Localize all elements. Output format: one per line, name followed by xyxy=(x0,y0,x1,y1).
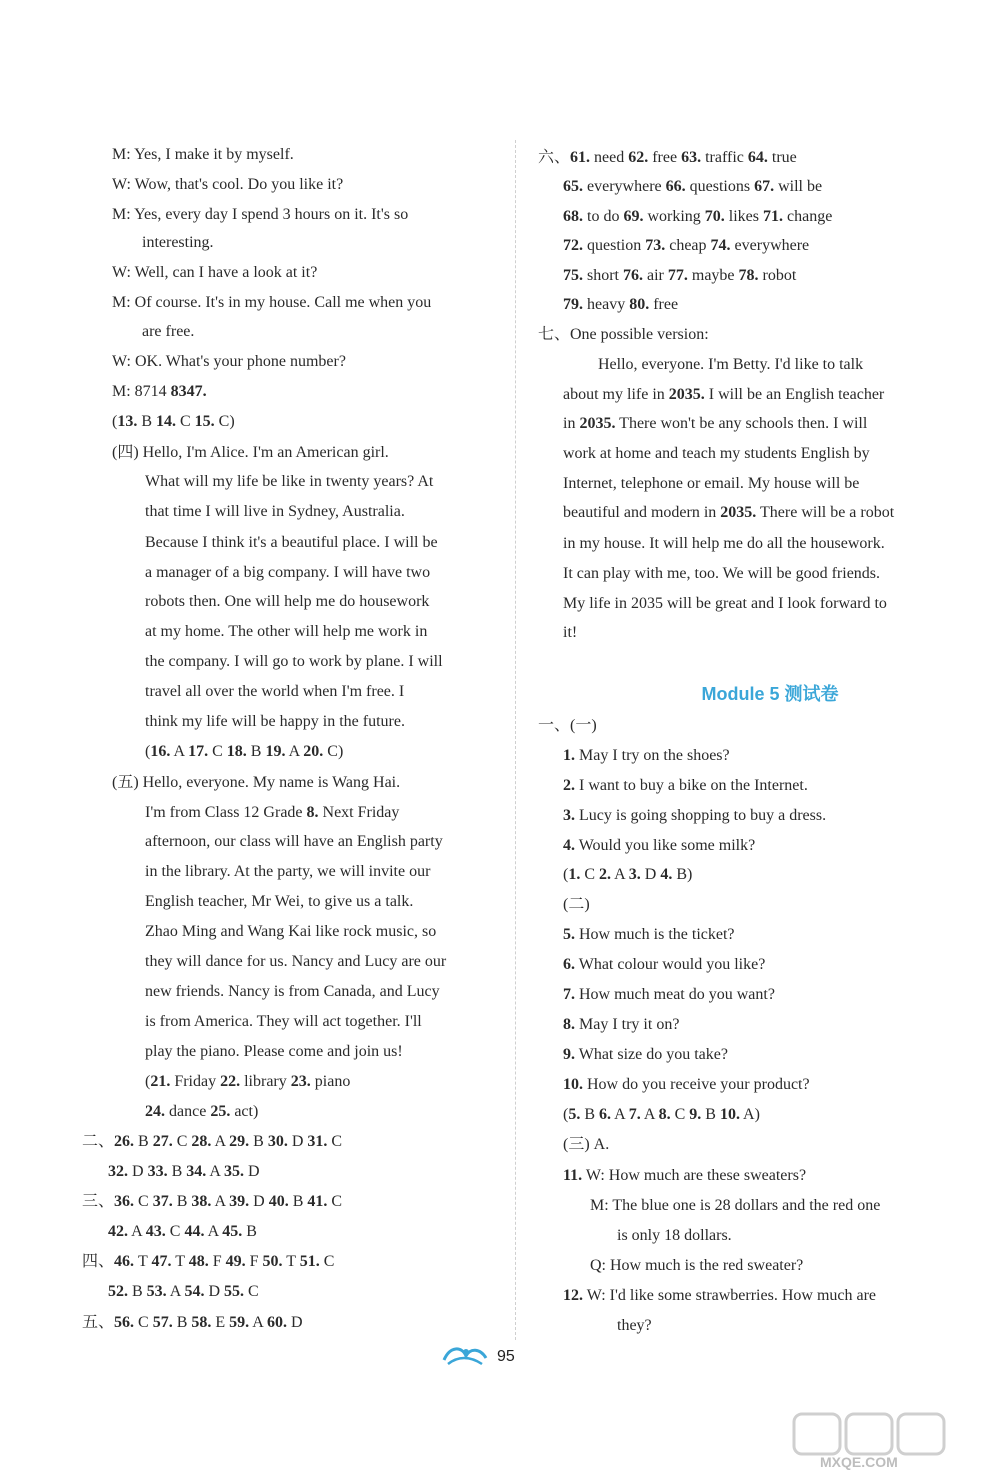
text-line: My life in 2035 will be great and I look forward to xyxy=(563,595,887,612)
text-line: 24. dance 25. act) xyxy=(145,1103,259,1120)
text-line: Hello, everyone. I'm Betty. I'd like to talk xyxy=(598,356,864,373)
text-line: (1. C 2. A 3. D 4. B) xyxy=(563,866,693,883)
text-line: 65. everywhere 66. questions 67. will be xyxy=(563,178,823,195)
page-number: 95 xyxy=(497,1348,515,1365)
text-line: play the piano. Please come and join us! xyxy=(145,1043,403,1060)
column-divider xyxy=(515,140,516,1340)
text-line: are free. xyxy=(142,323,195,340)
text-line: 六、61. need 62. free 63. traffic 64. true xyxy=(538,149,797,166)
publisher-logo-icon xyxy=(440,1342,490,1368)
text-line: M: The blue one is 28 dollars and the red one xyxy=(590,1197,881,1214)
text-line: a manager of a big company. I will have two xyxy=(145,564,431,581)
text-line: the company. I will go to work by plane. I will xyxy=(145,653,443,670)
text-line: is only 18 dollars. xyxy=(617,1227,732,1244)
text-line: I'm from Class 12 Grade 8. Next Friday xyxy=(145,804,400,821)
text-line: 五、56. C 57. B 58. E 59. A 60. D xyxy=(82,1314,303,1331)
text-line: (13. B 14. C 15. C) xyxy=(112,413,235,430)
text-line: think my life will be happy in the future. xyxy=(145,713,405,730)
text-line: they? xyxy=(617,1317,652,1334)
text-line: 5. How much is the ticket? xyxy=(563,926,735,943)
text-line: (四) Hello, I'm Alice. I'm an American girl. xyxy=(112,444,389,461)
text-line: W: OK. What's your phone number? xyxy=(112,353,346,370)
text-line: 68. to do 69. working 70. likes 71. change xyxy=(563,208,833,225)
text-line: (二) xyxy=(563,896,590,913)
text-line: 2. I want to buy a bike on the Internet. xyxy=(563,777,808,794)
text-line: about my life in 2035. I will be an English teacher xyxy=(563,386,885,403)
text-line: 一、(一) xyxy=(538,717,597,734)
text-line: 二、26. B 27. C 28. A 29. B 30. D 31. C xyxy=(82,1133,343,1150)
watermark-logo-icon xyxy=(790,1410,990,1470)
text-line: 32. D 33. B 34. A 35. D xyxy=(108,1163,260,1180)
text-line: travel all over the world when I'm free. I xyxy=(145,683,405,700)
text-line: that time I will live in Sydney, Australia. xyxy=(145,503,405,520)
text-line: (三) A. xyxy=(563,1136,610,1153)
text-line: beautiful and modern in 2035. There will be a robot xyxy=(563,504,895,521)
text-line: 七、One possible version: xyxy=(538,326,709,343)
text-line: 3. Lucy is going shopping to buy a dress. xyxy=(563,807,827,824)
text-line: Because I think it's a beautiful place. I will be xyxy=(145,534,438,551)
text-line: 9. What size do you take? xyxy=(563,1046,728,1063)
text-line: English teacher, Mr Wei, to give us a talk. xyxy=(145,893,414,910)
text-line: Q: How much is the red sweater? xyxy=(590,1257,804,1274)
text-line: Internet, telephone or email. My house will be xyxy=(563,475,860,492)
text-line: (五) Hello, everyone. My name is Wang Hai. xyxy=(112,774,401,791)
text-line: is from America. They will act together. I'll xyxy=(145,1013,422,1030)
text-line: in the library. At the party, we will invite our xyxy=(145,863,431,880)
text-line: It can play with me, too. We will be good friends. xyxy=(563,565,881,582)
text-line: work at home and teach my students English by xyxy=(563,445,870,462)
text-line: robots then. One will help me do housework xyxy=(145,593,430,610)
text-line: W: Wow, that's cool. Do you like it? xyxy=(112,176,344,193)
text-line: 三、36. C 37. B 38. A 39. D 40. B 41. C xyxy=(82,1193,343,1210)
text-line: 12. W: I'd like some strawberries. How much are xyxy=(563,1287,877,1304)
text-line: 1. May I try on the shoes? xyxy=(563,747,730,764)
text-line: 75. short 76. air 77. maybe 78. robot xyxy=(563,267,797,284)
text-line: M: 8714 8347. xyxy=(112,383,207,400)
text-line: 42. A 43. C 44. A 45. B xyxy=(108,1223,257,1240)
text-line: 79. heavy 80. free xyxy=(563,296,679,313)
text-line: (5. B 6. A 7. A 8. C 9. B 10. A) xyxy=(563,1106,760,1123)
text-line: afternoon, our class will have an English party xyxy=(145,833,443,850)
text-line: (21. Friday 22. library 23. piano xyxy=(145,1073,351,1090)
text-line: at my home. The other will help me work in xyxy=(145,623,428,640)
text-line: it! xyxy=(563,624,578,641)
text-line: What will my life be like in twenty years? At xyxy=(145,473,434,490)
section-heading: Module 5 测试卷 xyxy=(701,684,839,704)
text-line: Zhao Ming and Wang Kai like rock music, so xyxy=(145,923,437,940)
text-line: 11. W: How much are these sweaters? xyxy=(563,1167,807,1184)
text-line: 8. May I try it on? xyxy=(563,1016,680,1033)
text-line: interesting. xyxy=(142,234,214,251)
text-line: 6. What colour would you like? xyxy=(563,956,766,973)
text-line: in my house. It will help me do all the housework. xyxy=(563,535,885,552)
text-line: new friends. Nancy is from Canada, and Lucy xyxy=(145,983,440,1000)
svg-text:MXQE.COM: MXQE.COM xyxy=(820,1454,898,1470)
text-line: M: Yes, I make it by myself. xyxy=(112,146,294,163)
text-line: M: Yes, every day I spend 3 hours on it. It's so xyxy=(112,206,409,223)
text-line: W: Well, can I have a look at it? xyxy=(112,264,318,281)
text-line: 72. question 73. cheap 74. everywhere xyxy=(563,237,810,254)
text-line: they will dance for us. Nancy and Lucy are our xyxy=(145,953,447,970)
text-line: 52. B 53. A 54. D 55. C xyxy=(108,1283,259,1300)
text-line: 4. Would you like some milk? xyxy=(563,837,756,854)
text-line: M: Of course. It's in my house. Call me when you xyxy=(112,294,432,311)
text-line: 四、46. T 47. T 48. F 49. F 50. T 51. C xyxy=(82,1253,335,1270)
text-line: (16. A 17. C 18. B 19. A 20. C) xyxy=(145,743,344,760)
text-line: 10. How do you receive your product? xyxy=(563,1076,810,1093)
text-line: 7. How much meat do you want? xyxy=(563,986,775,1003)
text-line: in 2035. There won't be any schools then. I will xyxy=(563,415,868,432)
